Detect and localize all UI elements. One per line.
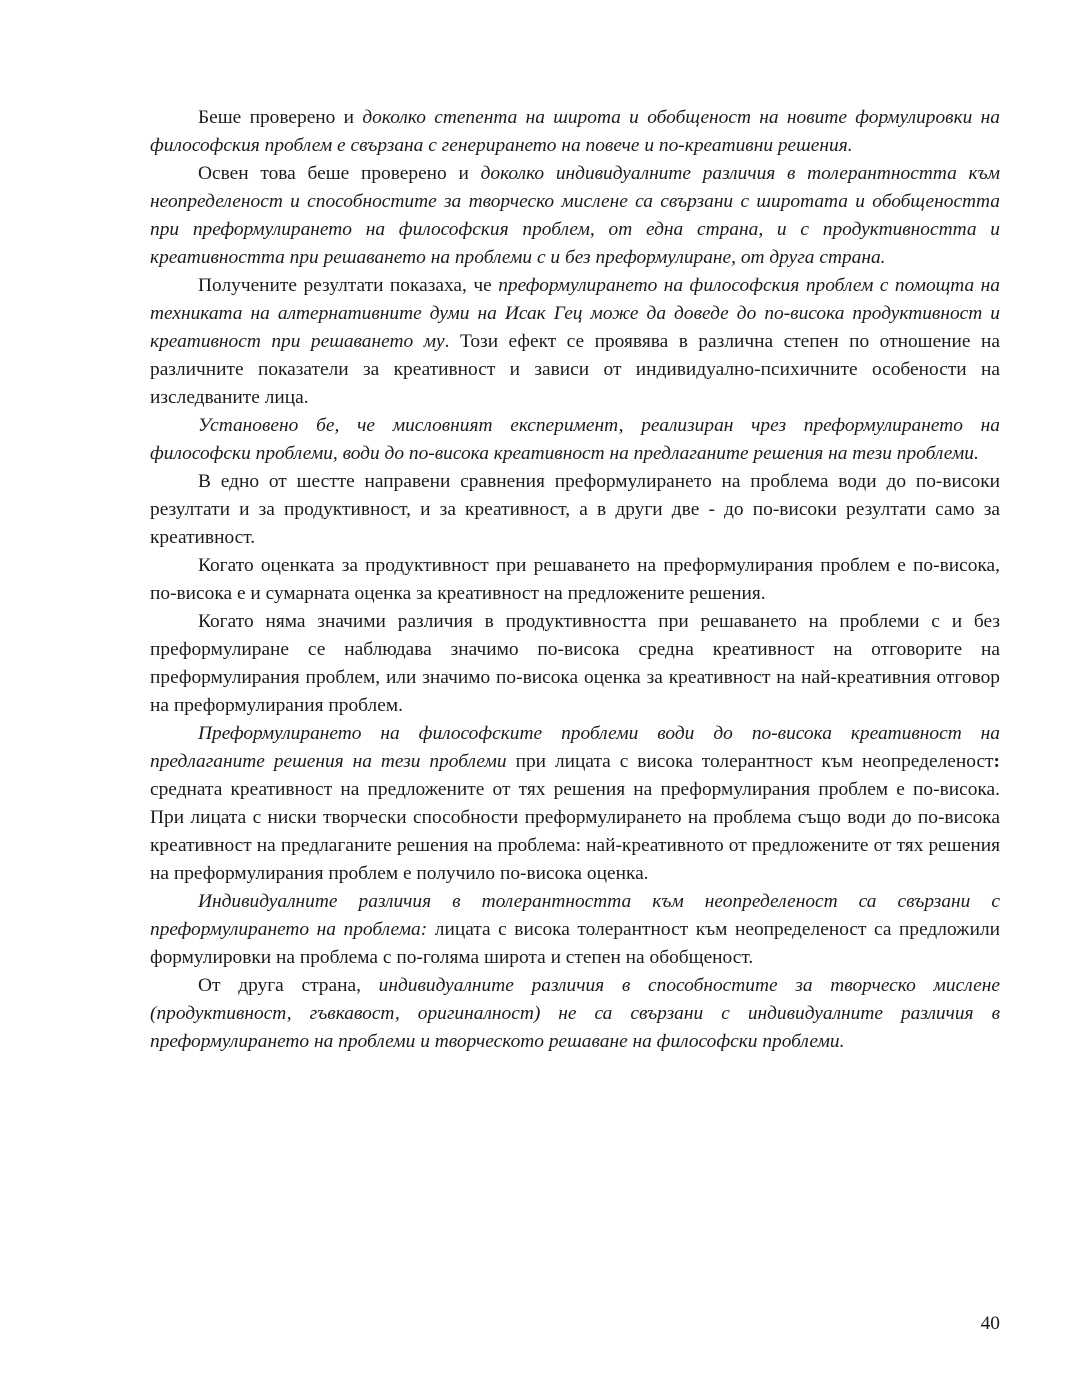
text-run-italic: преформулирането на философския проблем с помощта на техниката на алтернативните думи на Исак Гец може да доведе до по-висока продуктивност и креативност при решаването му bbox=[150, 275, 1001, 352]
paragraph-3 bbox=[150, 272, 1000, 412]
paragraph-1 bbox=[150, 104, 1000, 160]
text-run-italic: Индивидуалните различия в толерантността към неопределеност са свързани с преформулирането на проблема: bbox=[150, 891, 1000, 940]
text-run-italic: доколко степента на широта и обобщеност на новите формулировки на философския проблем е свързана с генерирането на повече и по-креативни решения. bbox=[150, 107, 1000, 156]
text-run: . Този ефект се проявява в различна степен по отношение на различните показатели за креативност и зависи от индивидуално-психичните особености на изследваните лица. bbox=[150, 331, 1000, 408]
text-run-italic: индивидуалните различия в способностите за творческо мислене (продуктивност, гъвкавост, оригиналност) не са свързани с индивидуалните различия в преформулирането на проблеми и творческото решаване на философски проблеми. bbox=[150, 975, 1000, 1052]
text-run: Получените резултати показаха, че bbox=[198, 275, 499, 296]
paragraph-5 bbox=[150, 468, 1000, 552]
paragraph-2 bbox=[150, 160, 1000, 272]
text-run-bold: : bbox=[993, 751, 1000, 772]
text-run: средната креативност на предложените от тях решения на преформулирания проблем е по-висока. При лицата с ниски творчески способности преформулирането на проблема също води до по-висока креативност на предлаганите решения на проблема: най-креативното от предложените от тях решения на преформулирания проблем е получило по-висока оценка. bbox=[150, 779, 1000, 884]
text-run: лицата с висока толерантност към неопределеност са предложили формулировки на проблема с по-голяма широта и степен на обобщеност. bbox=[150, 919, 1000, 968]
text-run: Освен това беше проверено и bbox=[198, 163, 481, 184]
text-run: Беше проверено и bbox=[198, 107, 363, 128]
text-run: Когато оценката за продуктивност при решаването на преформулирания проблем е по-висока, по-висока е и сумарната оценка за креативност на предложените решения. bbox=[150, 555, 1000, 604]
paragraph-4 bbox=[150, 412, 1000, 468]
text-run: От друга страна, bbox=[198, 975, 379, 996]
paragraph-10 bbox=[150, 972, 1000, 1056]
document-body bbox=[150, 104, 1000, 1056]
paragraph-8 bbox=[150, 720, 1000, 888]
paragraph-6 bbox=[150, 552, 1000, 608]
text-run-italic: доколко индивидуалните различия в толерантността към неопределеност и способностите за творческо мислене са свързани с широтата и обобщеността при преформулирането на философския проблем, от една страна, и с продуктивността и креативността при решаването на проблеми с и без преформулиране, от друга страна. bbox=[150, 163, 1001, 268]
text-run: В едно от шестте направени сравнения преформулирането на проблема води до по-високи резултати и за продуктивност, и за креативност, а в други две - до по-високи резултати само за креативност. bbox=[150, 471, 1000, 548]
text-run-italic: Преформулирането на философските проблеми води до по-висока креативност на предлаганите решения на тези проблеми bbox=[150, 723, 1000, 772]
text-run: Когато няма значими различия в продуктивността при решаването на проблеми с и без преформулиране се наблюдава значимо по-висока средна креативност на отговорите на преформулирания проблем, или значимо по-висока оценка за креативност на най-креативния отговор на преформулирания проблем. bbox=[150, 611, 1000, 716]
text-run-italic: Установено бе, че мисловният експеримент, реализиран чрез преформулирането на философски проблеми, води до по-висока креативност на предлаганите решения на тези проблеми. bbox=[150, 415, 1000, 464]
page-number: 40 bbox=[980, 1313, 1000, 1334]
text-run: при лицата с висока толерантност към неопределеност bbox=[506, 751, 994, 772]
paragraph-9 bbox=[150, 888, 1000, 972]
paragraph-7 bbox=[150, 608, 1000, 720]
